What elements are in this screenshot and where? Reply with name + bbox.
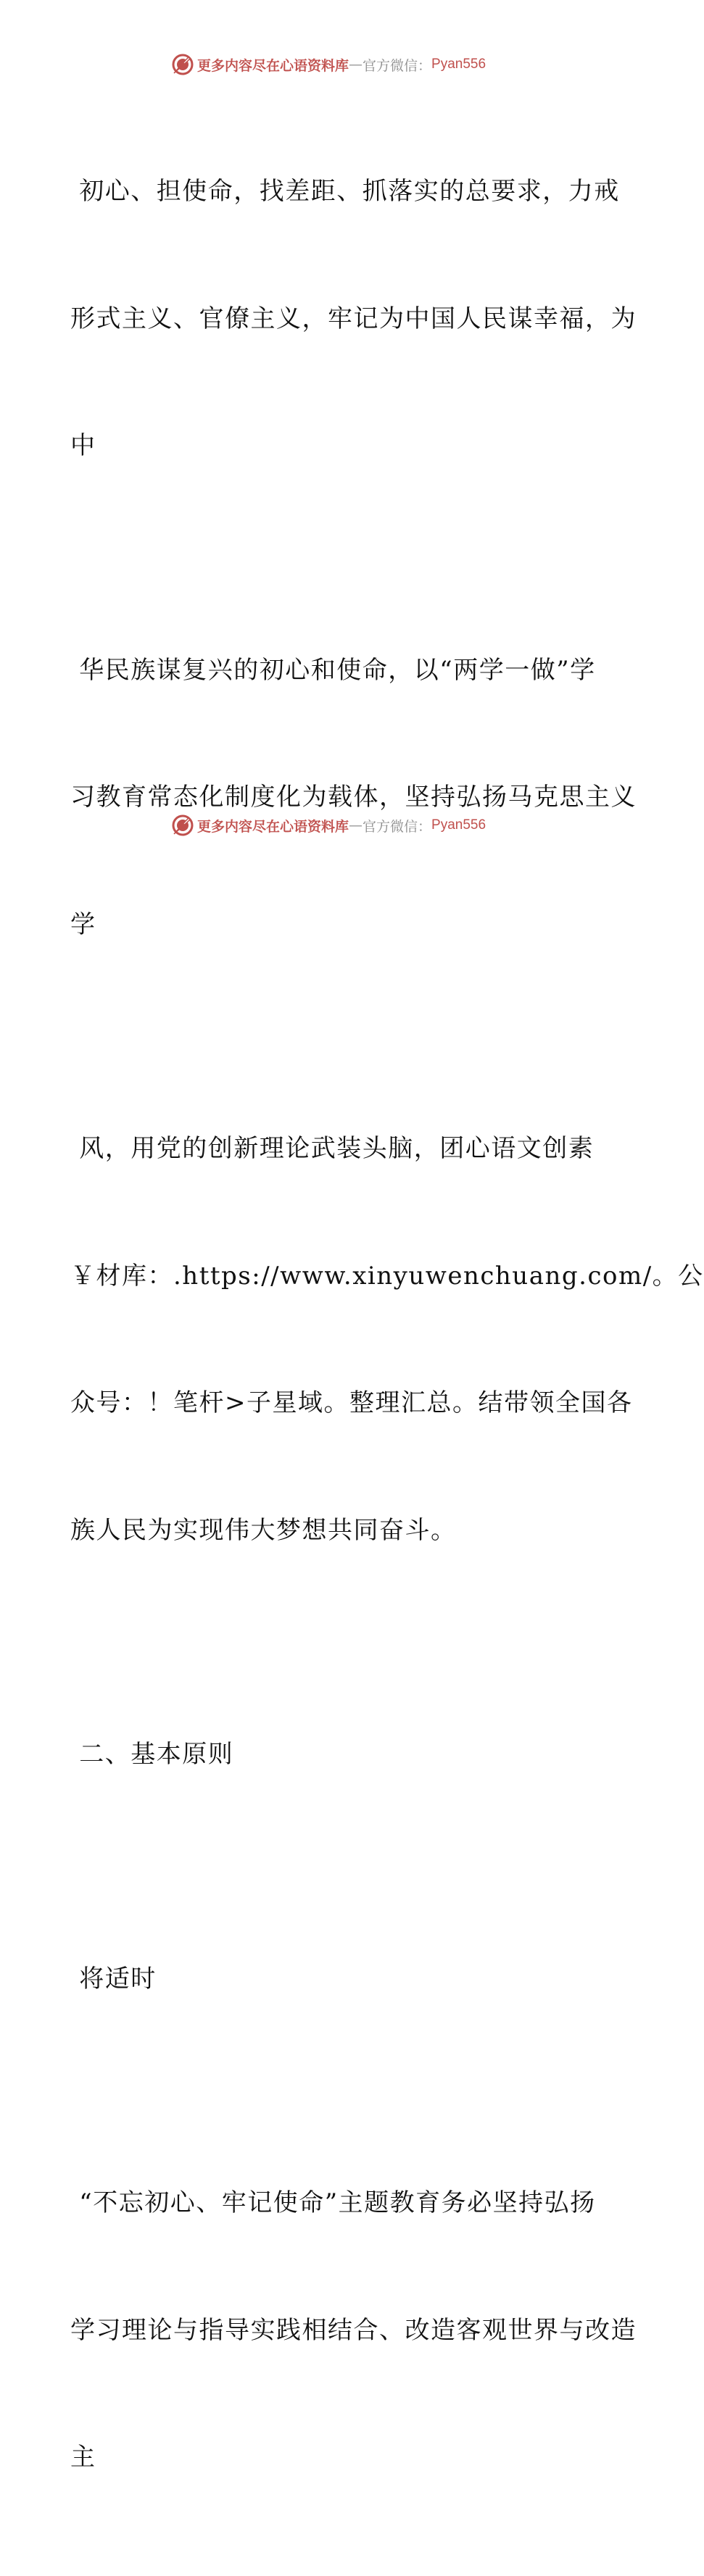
text-line: 风，用党的创新理论武装头脑，团心语文创素 xyxy=(70,1134,595,1163)
banner-separator: — xyxy=(349,57,363,72)
header-watermark-banner xyxy=(171,52,519,77)
paragraph xyxy=(70,564,637,1031)
text-line: 初心、担使命，找差距、抓落实的总要求，力戒 xyxy=(70,177,620,206)
text-line: 将适时 xyxy=(70,1964,157,1993)
text-line: 众号：！笔杆>子星域。整理汇总。结带领全国各 xyxy=(70,1388,633,1417)
text-line: 中 xyxy=(70,431,96,460)
text-line: 二、基本原则 xyxy=(70,1740,234,1769)
text-line: 形式主义、官僚主义，牢记为中国人民谋幸福，为 xyxy=(70,304,637,333)
footer-watermark-banner xyxy=(171,813,519,838)
banner-wechat-handle: Pyan556 xyxy=(431,817,486,833)
banner-wechat-label: 官方微信： xyxy=(363,818,432,835)
quill-pen-logo-icon xyxy=(171,53,194,76)
text-line: “不忘初心、牢记使命”主题教育务必坚持弘扬 xyxy=(70,2188,596,2217)
text-line: ￥材库：.https://www.xinyuwenchuang.com/。公 xyxy=(70,1261,704,1291)
text-line: 族人民为实现伟大梦想共同奋斗。 xyxy=(70,1515,457,1545)
paragraph xyxy=(70,1873,629,2085)
paragraph xyxy=(70,1043,704,1636)
quill-pen-logo-icon xyxy=(171,814,194,837)
banner-promo-text: 更多内容尽在心语资料库 xyxy=(197,818,349,835)
section-heading xyxy=(70,1648,629,1861)
text-line: 主 xyxy=(70,2443,96,2472)
banner-wechat-label: 官方微信： xyxy=(363,57,432,74)
paragraph xyxy=(70,2097,637,2564)
banner-promo-text: 更多内容尽在心语资料库 xyxy=(197,57,349,74)
text-line: 学习理论与指导实践相结合、改造客观世界与改造 xyxy=(70,2315,637,2345)
text-line: 学 xyxy=(70,909,96,939)
text-line: 习教育常态化制度化为载体，坚持弘扬马克思主义 xyxy=(70,783,637,812)
text-line: 华民族谋复兴的初心和使命，以“两学一做”学 xyxy=(70,655,596,685)
document-body xyxy=(70,86,704,2576)
paragraph xyxy=(70,86,637,552)
banner-wechat-handle: Pyan556 xyxy=(431,57,486,72)
banner-separator: — xyxy=(349,817,363,833)
